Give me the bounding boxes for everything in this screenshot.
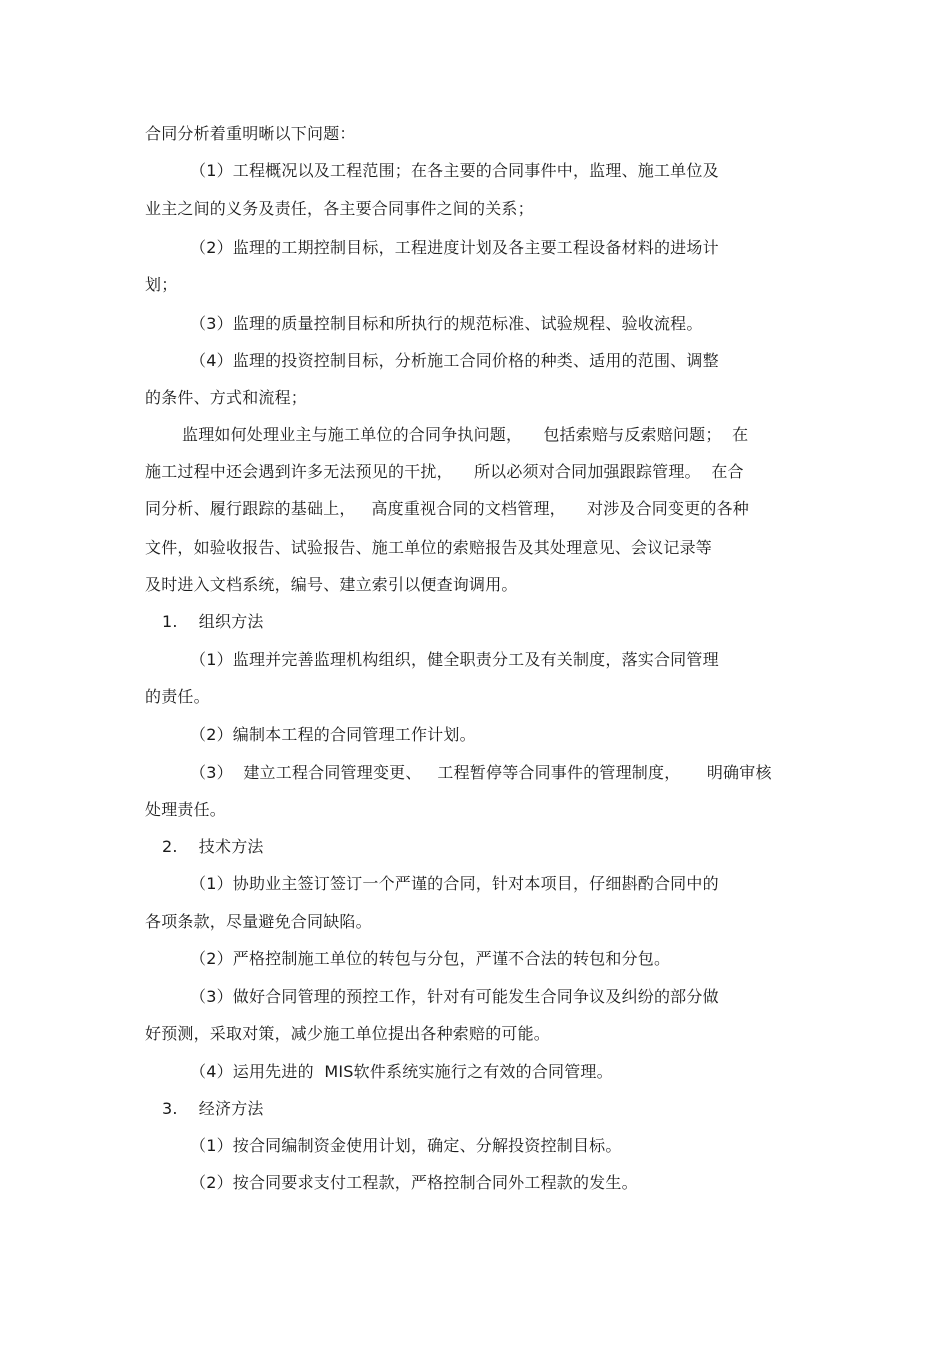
- text-line: 监理如何处理业主与施工单位的合同争执问题， 包括索赔与反索赔问题； 在: [182, 425, 749, 444]
- text-line: 各项条款，尽量避免合同缺陷。: [145, 912, 372, 931]
- text-line: 文件，如验收报告、试验报告、施工单位的索赔报告及其处理意见、会议记录等: [145, 538, 713, 557]
- text-line: 的责任。: [145, 687, 210, 706]
- section-heading: 3. 经济方法: [162, 1099, 264, 1118]
- text-line: （4）运用先进的 MIS软件系统实施行之有效的合同管理。: [190, 1062, 613, 1081]
- text-line: （3） 建立工程合同管理变更、 工程暂停等合同事件的管理制度， 明确审核: [190, 763, 772, 782]
- text-line: （2）按合同要求支付工程款，严格控制合同外工程款的发生。: [190, 1173, 638, 1192]
- section-heading: 1. 组织方法: [162, 612, 264, 631]
- text-line: （4）监理的投资控制目标，分析施工合同价格的种类、适用的范围、调整: [190, 351, 719, 370]
- section-heading: 2. 技术方法: [162, 837, 264, 856]
- text-line: （3）监理的质量控制目标和所执行的规范标准、试验规程、验收流程。: [190, 314, 703, 333]
- text-line: 施工过程中还会遇到许多无法预见的干扰， 所以必须对合同加强跟踪管理。 在合: [145, 462, 744, 481]
- text-line: 合同分析着重明晰以下问题：: [145, 124, 356, 143]
- text-line: 同分析、履行跟踪的基础上， 高度重视合同的文档管理， 对涉及合同变更的各种: [145, 499, 750, 518]
- text-line: （3）做好合同管理的预控工作，针对有可能发生合同争议及纠纷的部分做: [190, 987, 719, 1006]
- text-line: （2）编制本工程的合同管理工作计划。: [190, 725, 476, 744]
- text-line: （1）监理并完善监理机构组织，健全职责分工及有关制度，落实合同管理: [190, 650, 719, 669]
- text-line: （1）工程概况以及工程范围；在各主要的合同事件中，监理、施工单位及: [190, 161, 719, 180]
- text-line: 的条件、方式和流程；: [145, 388, 308, 407]
- text-line: 划；: [145, 275, 178, 294]
- text-line: （2）监理的工期控制目标，工程进度计划及各主要工程设备材料的进场计: [190, 238, 719, 257]
- text-line: 好预测，采取对策，减少施工单位提出各种索赔的可能。: [145, 1024, 551, 1043]
- text-line: （1）按合同编制资金使用计划，确定、分解投资控制目标。: [190, 1136, 622, 1155]
- text-line: 处理责任。: [145, 800, 227, 819]
- text-line: （1）协助业主签订签订一个严谨的合同，针对本项目，仔细斟酌合同中的: [190, 874, 719, 893]
- text-line: （2）严格控制施工单位的转包与分包，严谨不合法的转包和分包。: [190, 949, 671, 968]
- text-line: 业主之间的义务及责任，各主要合同事件之间的关系；: [145, 199, 534, 218]
- text-line: 及时进入文档系统，编号、建立索引以便查询调用。: [145, 575, 518, 594]
